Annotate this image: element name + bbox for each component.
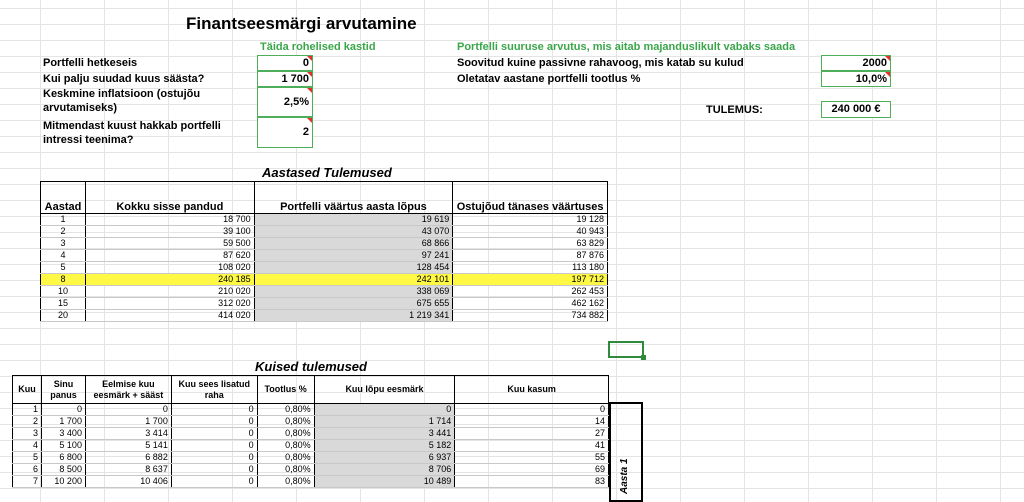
col-header-contribution: Sinu panus — [41, 376, 85, 404]
table-row — [41, 310, 608, 322]
cell-r[interactable]: 0,80% — [257, 440, 314, 452]
cell-r[interactable]: 0,80% — [257, 416, 314, 428]
cell-m[interactable]: 2 — [13, 416, 42, 428]
label-annual-return: Oletatav aastane portfelli tootlus % — [457, 73, 641, 85]
input-value: 2000 — [862, 57, 887, 69]
cell-value[interactable]: 338 069 — [254, 286, 453, 298]
cell-m[interactable]: 6 — [13, 464, 42, 476]
cell-paid[interactable]: 87 620 — [85, 250, 254, 262]
col-header-profit: Kuu kasum — [455, 376, 609, 404]
cell-year[interactable]: 5 — [41, 262, 86, 274]
table-row — [41, 274, 608, 286]
cell-value[interactable]: 128 454 — [254, 262, 453, 274]
cell-year[interactable]: 3 — [41, 238, 86, 250]
cell-real[interactable]: 113 180 — [453, 262, 608, 274]
cell-c[interactable]: 10 200 — [41, 476, 85, 488]
input-interest-month[interactable] — [257, 117, 313, 148]
input-monthly-savings[interactable] — [257, 71, 313, 87]
col-header-year: Aastad — [41, 182, 86, 214]
cell-year[interactable]: 20 — [41, 310, 86, 322]
cell-k[interactable]: 14 — [455, 416, 609, 428]
table-row — [13, 440, 609, 452]
monthly-table — [12, 375, 609, 488]
col-header-value: Portfelli väärtus aasta lõpus — [254, 182, 453, 214]
cell-r[interactable]: 0,80% — [257, 428, 314, 440]
yearly-heading: Aastased Tulemused — [262, 165, 392, 180]
cell-paid[interactable]: 414 020 — [85, 310, 254, 322]
cell-a[interactable]: 0 — [171, 404, 257, 416]
year-block-label: Aasta 1 — [619, 458, 630, 494]
cell-k[interactable]: 0 — [455, 404, 609, 416]
table-row — [41, 214, 608, 226]
table-row — [41, 250, 608, 262]
table-row — [41, 298, 608, 310]
cell-m[interactable]: 5 — [13, 452, 42, 464]
label-inflation-line2: arvutamiseks) — [43, 102, 117, 114]
monthly-heading: Kuised tulemused — [255, 359, 367, 374]
cell-year[interactable]: 1 — [41, 214, 86, 226]
cell-a[interactable]: 0 — [171, 476, 257, 488]
table-row — [41, 262, 608, 274]
col-header-prev-goal: Eelmise kuu eesmärk + sääst — [85, 376, 171, 404]
cell-paid[interactable]: 240 185 — [85, 274, 254, 286]
table-row — [13, 428, 609, 440]
label-monthly-savings: Kui palju suudad kuus säästa? — [43, 73, 205, 85]
col-header-real: Ostujõud tänases väärtuses — [453, 182, 608, 214]
cell-real[interactable]: 734 882 — [453, 310, 608, 322]
cell-real[interactable]: 87 876 — [453, 250, 608, 262]
cell-r[interactable]: 0,80% — [257, 404, 314, 416]
input-value: 2 — [302, 126, 309, 138]
cell-k[interactable]: 69 — [455, 464, 609, 476]
cell-value[interactable]: 1 219 341 — [254, 310, 453, 322]
cell-m[interactable]: 1 — [13, 404, 42, 416]
cell-year[interactable]: 8 — [41, 274, 86, 286]
cell-m[interactable]: 7 — [13, 476, 42, 488]
page-title: Finantseesmärgi arvutamine — [186, 14, 417, 33]
cell-a[interactable]: 0 — [171, 440, 257, 452]
cell-real[interactable]: 197 712 — [453, 274, 608, 286]
cell-p[interactable]: 0 — [85, 404, 171, 416]
cell-year[interactable]: 15 — [41, 298, 86, 310]
cell-real[interactable]: 462 162 — [453, 298, 608, 310]
label-interest-month-line2: intressi teenima? — [43, 134, 134, 146]
cell-real[interactable]: 63 829 — [453, 238, 608, 250]
cell-real[interactable]: 40 943 — [453, 226, 608, 238]
cell-value[interactable]: 242 101 — [254, 274, 453, 286]
col-header-return: Tootlus % — [257, 376, 314, 404]
table-row — [13, 452, 609, 464]
table-row — [13, 476, 609, 488]
cell-a[interactable]: 0 — [171, 464, 257, 476]
cell-paid[interactable]: 312 020 — [85, 298, 254, 310]
cell-paid[interactable]: 39 100 — [85, 226, 254, 238]
table-row — [41, 238, 608, 250]
col-header-added: Kuu sees lisatud raha — [171, 376, 257, 404]
cell-a[interactable]: 0 — [171, 428, 257, 440]
cell-e[interactable]: 1 714 — [314, 416, 455, 428]
cell-e[interactable]: 0 — [314, 404, 455, 416]
cell-m[interactable]: 3 — [13, 428, 42, 440]
cell-e[interactable]: 5 182 — [314, 440, 455, 452]
label-portfolio-current: Portfelli hetkeseis — [43, 57, 138, 69]
cell-c[interactable]: 8 500 — [41, 464, 85, 476]
cell-value[interactable]: 43 070 — [254, 226, 453, 238]
cell-r[interactable]: 0,80% — [257, 452, 314, 464]
table-row — [41, 226, 608, 238]
cell-c[interactable]: 5 100 — [41, 440, 85, 452]
cell-c[interactable]: 1 700 — [41, 416, 85, 428]
table-row — [13, 464, 609, 476]
cell-p[interactable]: 1 700 — [85, 416, 171, 428]
cell-p[interactable]: 3 414 — [85, 428, 171, 440]
cell-e[interactable]: 6 937 — [314, 452, 455, 464]
cell-year[interactable]: 4 — [41, 250, 86, 262]
cell-p[interactable]: 8 637 — [85, 464, 171, 476]
yearly-table — [40, 181, 608, 322]
result-value — [821, 101, 891, 118]
cell-a[interactable]: 0 — [171, 416, 257, 428]
cell-p[interactable]: 6 882 — [85, 452, 171, 464]
input-value: 2,5% — [283, 96, 309, 108]
cell-a[interactable]: 0 — [171, 452, 257, 464]
cell-k[interactable]: 83 — [455, 476, 609, 488]
cell-e[interactable]: 8 706 — [314, 464, 455, 476]
cell-r[interactable]: 0,80% — [257, 476, 314, 488]
cell-k[interactable]: 41 — [455, 440, 609, 452]
col-header-month: Kuu — [13, 376, 42, 404]
result-amount: 240 000 € — [831, 103, 881, 115]
cell-k[interactable]: 55 — [455, 452, 609, 464]
cell-year[interactable]: 2 — [41, 226, 86, 238]
result-label: TULEMUS: — [706, 104, 763, 116]
input-value: 1 700 — [281, 73, 309, 85]
col-header-paid: Kokku sisse pandud — [85, 182, 254, 214]
hint-right: Portfelli suuruse arvutus, mis aitab majanduslikult vabaks saada — [457, 41, 796, 53]
cell-r[interactable]: 0,80% — [257, 464, 314, 476]
input-annual-return[interactable] — [821, 71, 891, 87]
input-value: 10,0% — [855, 73, 887, 85]
table-row — [41, 286, 608, 298]
cell-paid[interactable]: 59 500 — [85, 238, 254, 250]
cell-e[interactable]: 3 441 — [314, 428, 455, 440]
table-row — [13, 404, 609, 416]
cell-real[interactable]: 19 128 — [453, 214, 608, 226]
label-inflation-line1: Keskmine inflatsioon (ostujõu — [43, 88, 201, 100]
cell-value[interactable]: 19 619 — [254, 214, 453, 226]
label-interest-month-line1: Mitmendast kuust hakkab portfelli — [43, 120, 221, 132]
selected-cell[interactable] — [608, 341, 644, 358]
cell-paid[interactable]: 18 700 — [85, 214, 254, 226]
cell-c[interactable]: 6 800 — [41, 452, 85, 464]
cell-paid[interactable]: 108 020 — [85, 262, 254, 274]
input-inflation[interactable] — [257, 87, 313, 117]
cell-p[interactable]: 5 141 — [85, 440, 171, 452]
cell-year[interactable]: 10 — [41, 286, 86, 298]
cell-c[interactable]: 3 400 — [41, 428, 85, 440]
cell-p[interactable]: 10 406 — [85, 476, 171, 488]
input-value: 0 — [302, 57, 309, 69]
table-row — [13, 416, 609, 428]
cell-value[interactable]: 97 241 — [254, 250, 453, 262]
cell-k[interactable]: 27 — [455, 428, 609, 440]
input-portfolio-current[interactable] — [257, 55, 313, 71]
input-passive-income[interactable] — [821, 55, 891, 71]
cell-value[interactable]: 68 866 — [254, 238, 453, 250]
hint-left: Täida rohelised kastid — [260, 41, 376, 53]
cell-paid[interactable]: 210 020 — [85, 286, 254, 298]
cell-e[interactable]: 10 489 — [314, 476, 455, 488]
cell-c[interactable]: 0 — [41, 404, 85, 416]
cell-m[interactable]: 4 — [13, 440, 42, 452]
col-header-end-goal: Kuu lõpu eesmärk — [314, 376, 455, 404]
cell-value[interactable]: 675 655 — [254, 298, 453, 310]
label-passive-income: Soovitud kuine passivne rahavoog, mis katab su kulud — [457, 57, 744, 69]
cell-real[interactable]: 262 453 — [453, 286, 608, 298]
